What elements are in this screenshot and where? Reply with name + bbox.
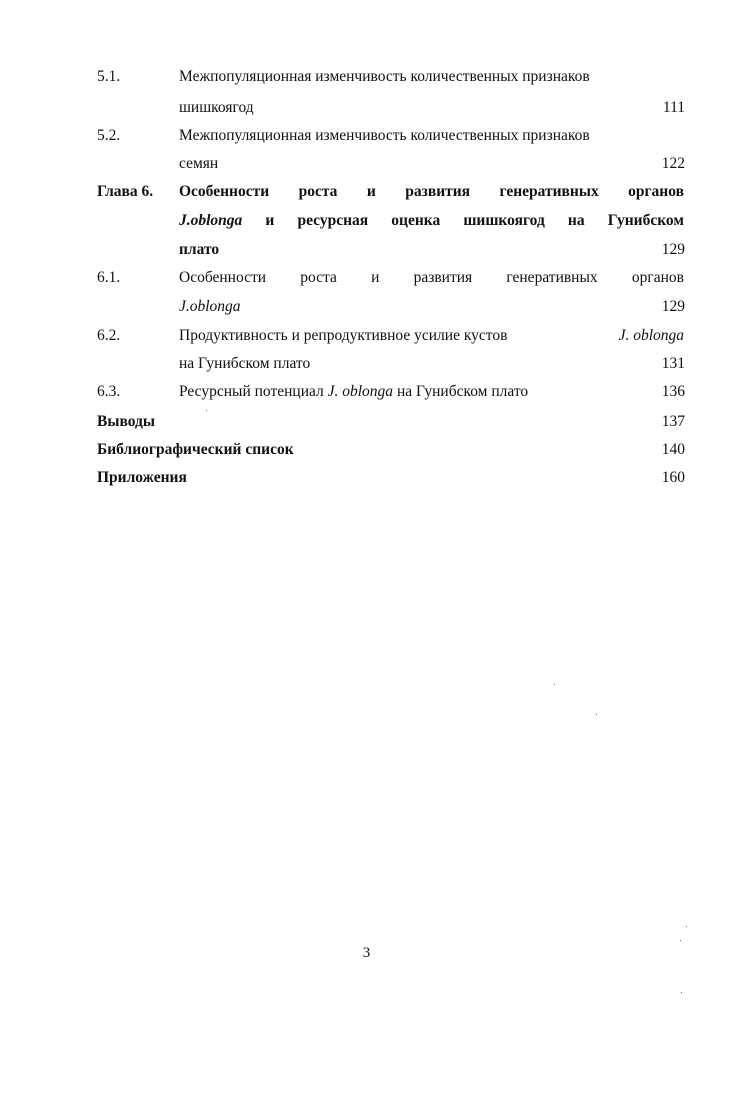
title-text: Продуктивность и репродуктивное усилие кустов — [179, 327, 508, 344]
scan-speck — [681, 992, 682, 993]
toc-entry-title — [179, 326, 684, 346]
scan-speck — [206, 410, 207, 411]
toc-section-appendices: Приложения — [97, 469, 187, 486]
toc-entry-number: 6.3. — [97, 383, 121, 400]
page-number: 3 — [362, 945, 371, 961]
scan-speck — [680, 940, 681, 941]
title-word: Гунибском — [607, 212, 684, 229]
title-word: генеративных — [499, 183, 599, 200]
title-text: Ресурсный потенциал — [179, 383, 324, 400]
species-name: J.oblonga — [179, 212, 243, 229]
title-word: роста — [300, 269, 337, 286]
toc-entry-page: 131 — [661, 355, 685, 372]
toc-chapter-title-continued: плато — [179, 241, 220, 258]
toc-entry-page: 129 — [661, 241, 685, 258]
toc-entry-number: 5.2. — [97, 127, 121, 144]
title-word: развития — [413, 269, 473, 286]
toc-entry-title-continued: на Гунибском плато — [179, 355, 311, 372]
toc-chapter-number: Глава 6. — [97, 183, 154, 200]
toc-section-conclusions: Выводы — [97, 413, 155, 430]
title-word: шишкоягод — [463, 212, 545, 229]
title-word: и — [371, 269, 380, 286]
toc-entry-page: 136 — [661, 383, 685, 400]
toc-entry-title — [179, 268, 684, 288]
toc-entry-number: 6.2. — [97, 327, 121, 344]
species-name: J. oblonga — [618, 327, 684, 344]
toc-entry-number: 5.1. — [97, 68, 121, 85]
toc-entry-page: 111 — [662, 99, 685, 116]
species-name: J.oblonga — [179, 298, 241, 315]
title-word: оценка — [391, 212, 441, 229]
toc-entry-page: 140 — [661, 441, 685, 458]
toc-entry-page: 122 — [661, 155, 685, 172]
title-word: на — [567, 212, 585, 229]
title-word: роста — [298, 183, 338, 200]
toc-chapter-title-continued — [179, 211, 684, 231]
toc-chapter-title — [179, 182, 684, 202]
toc-entry-title-continued: шишкоягод — [179, 99, 254, 116]
species-name: J. oblonga — [327, 383, 394, 400]
toc-entry-page: 160 — [661, 469, 685, 486]
title-word: органов — [628, 183, 684, 200]
title-word: и — [265, 212, 275, 229]
toc-entry-page: 129 — [661, 298, 685, 315]
title-word: и — [366, 183, 376, 200]
scan-speck — [596, 714, 597, 715]
title-word: ресурсная — [297, 212, 369, 229]
scan-speck — [554, 684, 555, 685]
toc-entry-title-continued: семян — [179, 155, 219, 172]
title-word: Особенности — [179, 269, 267, 286]
title-word: развития — [405, 183, 471, 200]
toc-entry-title: Межпопуляционная изменчивость количественных признаков — [179, 68, 590, 85]
toc-section-bibliography: Библиографический список — [97, 441, 294, 458]
scan-speck — [686, 926, 687, 927]
title-word: органов — [631, 269, 684, 286]
toc-entry-title-continued — [179, 297, 241, 317]
title-word: генеративных — [506, 269, 598, 286]
toc-entry-title — [179, 382, 528, 402]
toc-entry-number: 6.1. — [97, 269, 121, 286]
title-word: Особенности — [179, 183, 270, 200]
toc-entry-page: 137 — [661, 413, 685, 430]
toc-entry-title: Межпопуляционная изменчивость количественных признаков — [179, 127, 590, 144]
title-text: на Гунибском плато — [396, 383, 529, 400]
